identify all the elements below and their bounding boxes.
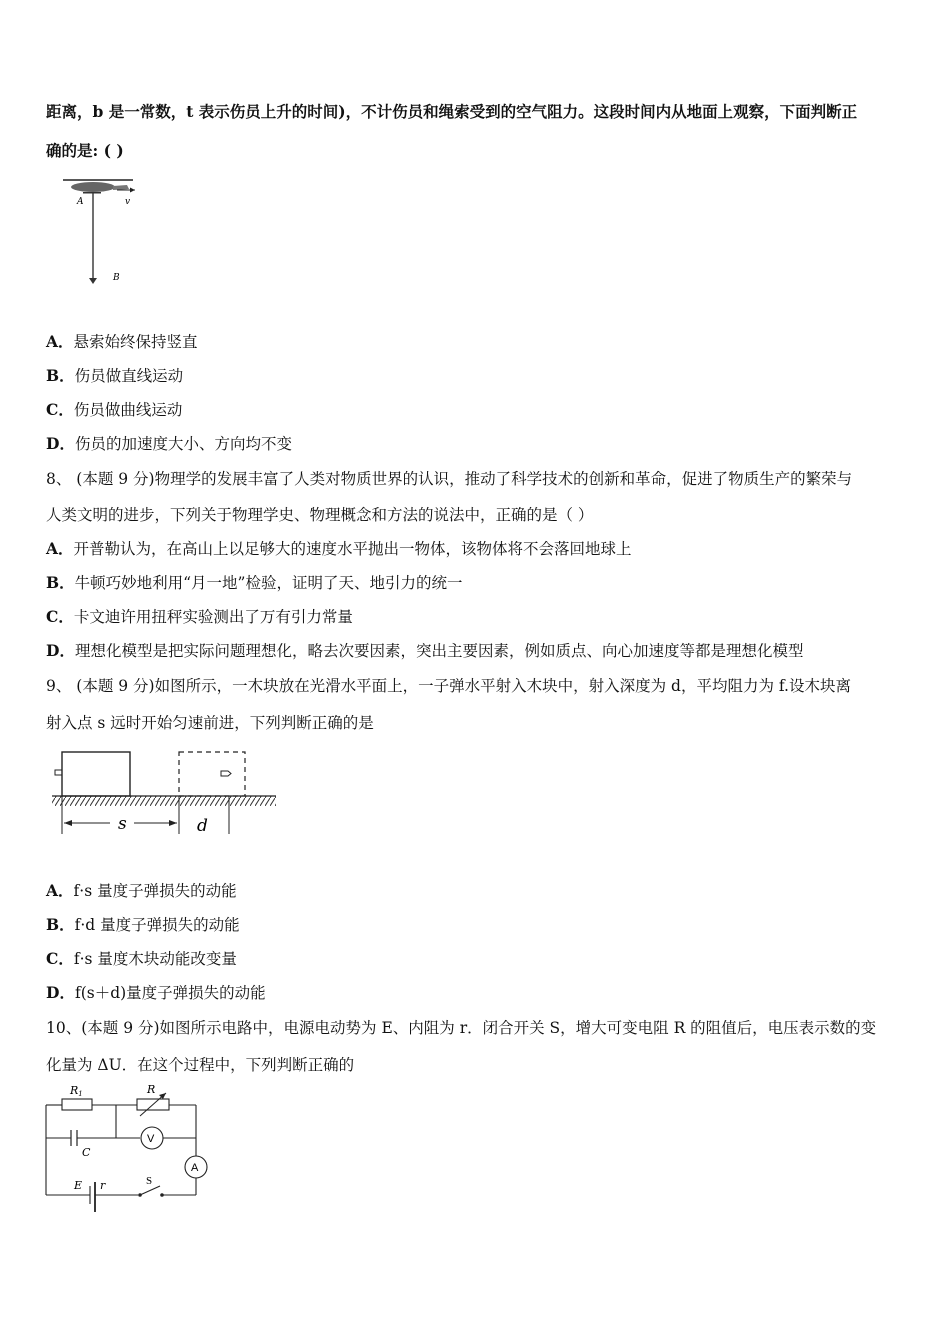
d-label: d xyxy=(197,816,208,836)
q8-option-a[interactable]: A．开普勒认为，在高山上以足够大的速度水平抛出一物体，该物体将不会落回地球上 xyxy=(46,539,632,558)
q9-option-d[interactable]: D．f(s＋d)量度子弹损失的动能 xyxy=(46,983,266,1002)
helicopter-figure xyxy=(55,172,155,292)
block-bullet-figure xyxy=(50,750,280,840)
wood-block-final xyxy=(179,752,245,796)
ammeter-label: A xyxy=(191,1162,199,1174)
q9-stem-line1: 9、 (本题 9 分)如图所示，一木块放在光滑水平面上，一子弹水平射入木块中，射入深度为 d，平均阻力为 f.设木块离 xyxy=(46,677,851,695)
q10-stem-line1: 10、(本题 9 分)如图所示电路中，电源电动势为 E、内阻为 r．闭合开关 S，增大可变电阻 R 的阻值后，电压表示数的变 xyxy=(46,1019,877,1037)
q8-stem-line2: 人类文明的进步，下列关于物理学史、物理概念和方法的说法中，正确的是（ ） xyxy=(46,506,594,524)
s-label: s xyxy=(118,814,127,834)
circuit-figure xyxy=(40,1080,220,1215)
r-label: R xyxy=(147,1083,156,1096)
q7-option-b[interactable]: B．伤员做直线运动 xyxy=(46,366,184,385)
q8-option-c[interactable]: C．卡文迪许用扭秤实验测出了万有引力常量 xyxy=(46,607,353,626)
q7-intro-line1: 距离，b 是一常数，t 表示伤员上升的时间)，不计伤员和绳索受到的空气阻力。这段时间内从地面上观察，下面判断正 xyxy=(46,102,858,121)
point-a-label: A xyxy=(77,197,84,207)
bullet-icon xyxy=(55,770,62,775)
c-label: C xyxy=(82,1146,91,1159)
q8-stem-line1: 8、 (本题 9 分)物理学的发展丰富了人类对物质世界的认识，推动了科学技术的创新和革命，促进了物质生产的繁荣与 xyxy=(46,470,853,488)
q9-option-b[interactable]: B．f·d 量度子弹损失的动能 xyxy=(46,915,240,934)
helicopter-icon xyxy=(63,180,133,194)
q7-option-c[interactable]: C．伤员做曲线运动 xyxy=(46,400,183,419)
q7-option-d[interactable]: D．伤员的加速度大小、方向均不变 xyxy=(46,434,292,453)
s-switch-label: S xyxy=(146,1175,153,1187)
resistor-r1 xyxy=(62,1099,92,1110)
r1-label: R1 xyxy=(70,1084,83,1098)
wood-block xyxy=(62,752,130,796)
point-b-label: B xyxy=(113,273,120,283)
q8-option-b[interactable]: B．牛顿巧妙地利用“月一地”检验，证明了天、地引力的统一 xyxy=(46,573,463,592)
q9-stem-line2: 射入点 s 远时开始匀速前进，下列判断正确的是 xyxy=(46,714,374,732)
q10-stem-line2: 化量为 ΔU．在这个过程中，下列判断正确的 xyxy=(46,1056,355,1074)
voltmeter-label: V xyxy=(147,1133,155,1145)
q7-intro-line2: 确的是: ( ) xyxy=(46,141,124,160)
r-internal-label: r xyxy=(100,1179,106,1192)
velocity-v-label: v xyxy=(125,197,131,207)
e-label: E xyxy=(74,1179,83,1192)
q7-option-a[interactable]: A．悬索始终保持竖直 xyxy=(46,332,198,351)
q9-option-a[interactable]: A．f·s 量度子弹损失的动能 xyxy=(46,881,237,900)
q9-option-c[interactable]: C．f·s 量度木块动能改变量 xyxy=(46,949,237,968)
q8-option-d[interactable]: D．理想化模型是把实际问题理想化，略去次要因素，突出主要因素，例如质点、向心加速度等都是理想化模型 xyxy=(46,641,804,660)
switch-s xyxy=(140,1186,160,1195)
ground-hatch xyxy=(52,796,276,806)
